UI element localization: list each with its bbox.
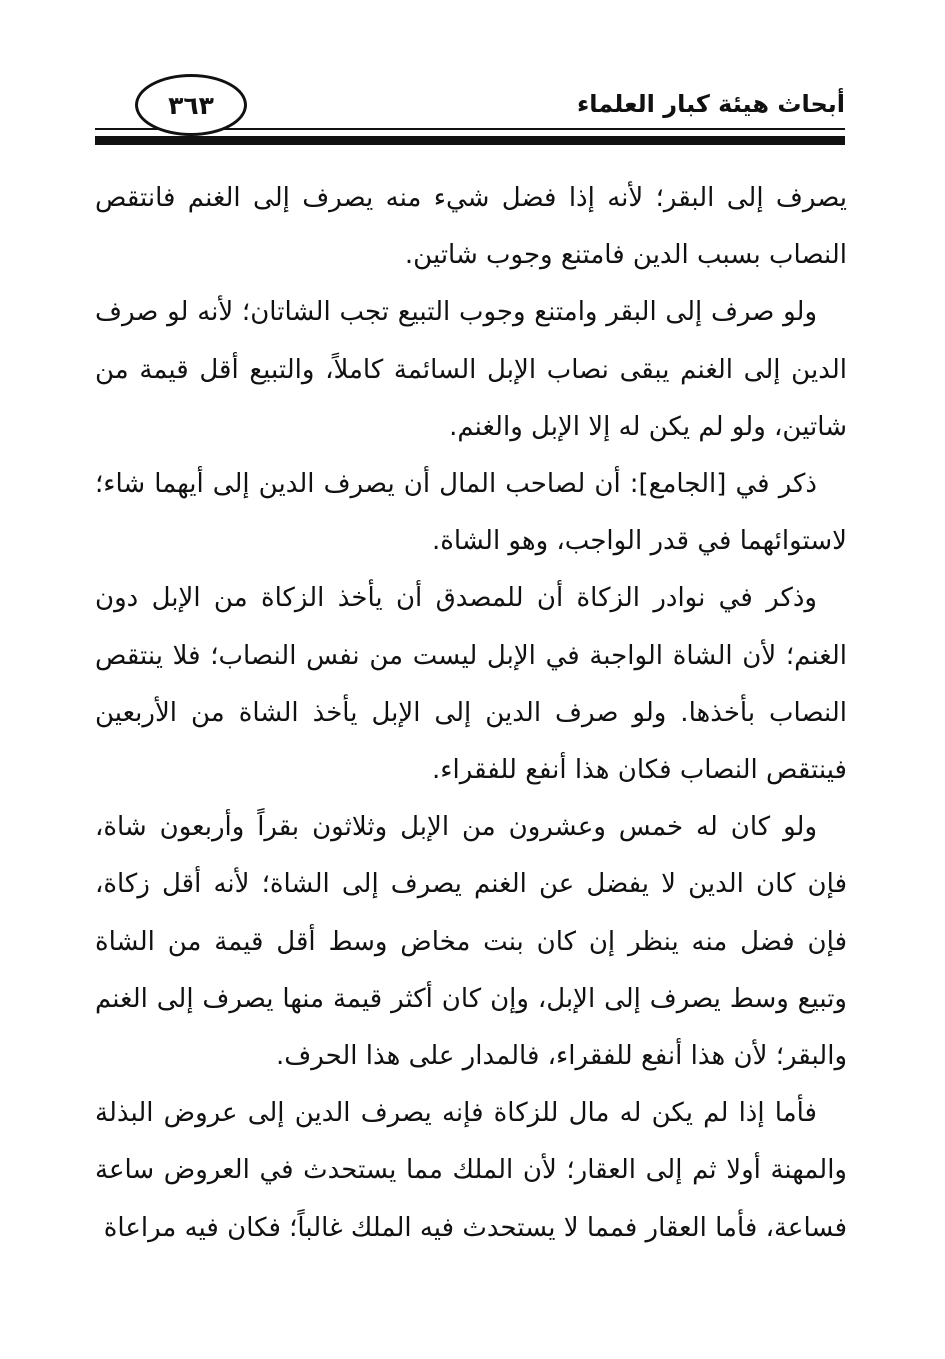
header-rule-thick (95, 136, 845, 145)
paragraph-1: يصرف إلى البقر؛ لأنه إذا فضل شيء منه يصرف إلى الغنم فانتقص النصاب بسبب الدين فامتنع وجوب شاتين. (95, 183, 847, 271)
page-header (95, 70, 845, 160)
paragraph-5: ولو كان له خمس وعشرون من الإبل وثلاثون بقراً وأربعون شاة، فإن كان الدين لا يفضل عن الغنم يصرف إلى الشاة؛ لأنه أقل زكاة، فإن فضل منه ينظر إن كان بنت مخاض وسط أقل قيمة من الشاة وتبيع وسط يصرف إلى الإبل، وإن كان أكثر قيمة منها يصرف إلى الغنم والبقر؛ لأن هذا أنفع للفقراء، فالمدار على هذا الحرف. (95, 812, 847, 1072)
body-text (95, 170, 847, 1257)
paragraph-4: وذكر في نوادر الزكاة أن للمصدق أن يأخذ الزكاة من الإبل دون الغنم؛ لأن الشاة الواجبة في الإبل ليست من نفس النصاب؛ فلا ينتقص النصاب بأخذها. ولو صرف الدين إلى الإبل يأخذ الشاة من الأربعين فينتقص النصاب فكان هذا أنفع للفقراء. (95, 583, 847, 786)
paragraph-3: ذكر في [الجامع]: أن لصاحب المال أن يصرف الدين إلى أيهما شاء؛ لاستوائهما في قدر الواجب، وهو الشاة. (95, 469, 847, 557)
paragraph-2: ولو صرف إلى البقر وامتنع وجوب التبيع تجب الشاتان؛ لأنه لو صرف الدين إلى الغنم يبقى نصاب الإبل السائمة كاملاً، والتبيع أقل قيمة من شاتين، ولو لم يكن له إلا الإبل والغنم. (95, 297, 847, 442)
page-number: ٣٦٣ (168, 90, 214, 120)
page-number-oval (135, 74, 247, 136)
book-title: أبحاث هيئة كبار العلماء (576, 90, 845, 118)
paragraph-6: فأما إذا لم يكن له مال للزكاة فإنه يصرف الدين إلى عروض البذلة والمهنة أولا ثم إلى العقار؛ لأن الملك مما يستحدث في العروض ساعة فساعة، فأما العقار فمما لا يستحدث فيه الملك غالباً؛ فكان فيه مراعاة (95, 1098, 847, 1243)
